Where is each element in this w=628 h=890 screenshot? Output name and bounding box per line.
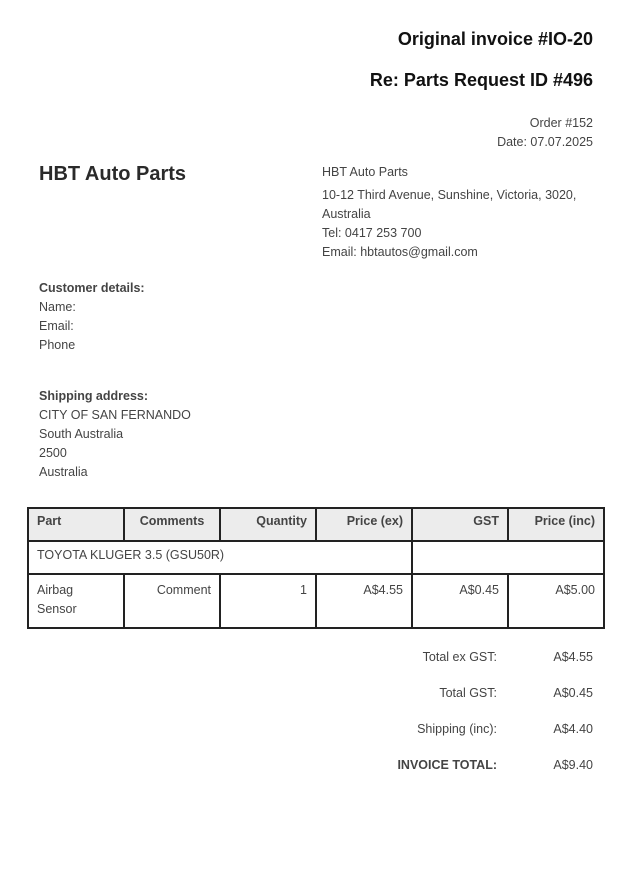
cell-price-ex: A$4.55 [316,574,412,628]
customer-email-label: Email: [39,319,74,333]
total-gst-value: A$0.45 [553,686,593,700]
shipping-value: A$4.40 [553,722,593,736]
invoice-total-value: A$9.40 [553,758,593,772]
order-meta [497,114,593,152]
invoice-date: Date: 07.07.2025 [497,135,593,149]
table-row [28,574,604,628]
customer-details [39,279,145,355]
vehicle-row [28,541,604,574]
company-address: 10-12 Third Avenue, Sunshine, Victoria, 3020, Australia [322,188,577,221]
items-table [27,507,605,629]
column-header-part: Part [28,508,124,541]
invoice-total-row [337,758,593,794]
cell-part: Airbag Sensor [28,574,124,628]
shipping-address [39,387,191,482]
column-header-quantity: Quantity [220,508,316,541]
cell-comments: Comment [124,574,220,628]
table-header-row [28,508,604,541]
vehicle-name: TOYOTA KLUGER 3.5 (GSU50R) [28,541,412,574]
total-ex-gst-row [337,650,593,686]
order-number: Order #152 [529,116,593,130]
customer-phone-label: Phone [39,338,76,352]
customer-name-label: Name: [39,300,76,314]
total-gst-label: Total GST: [439,686,497,700]
company-email: Email: hbtautos@gmail.com [322,245,478,259]
shipping-label: Shipping (inc): [417,722,497,736]
column-header-price-ex: Price (ex) [316,508,412,541]
cell-gst: A$0.45 [412,574,508,628]
request-title: Re: Parts Request ID #496 [369,70,593,90]
shipping-line: 2500 [39,446,67,460]
customer-heading: Customer details: [39,281,145,295]
invoice-title: Original invoice #IO-20 [397,29,593,49]
shipping-heading: Shipping address: [39,389,149,403]
company-info [322,163,602,262]
cell-quantity: 1 [220,574,316,628]
column-header-comments: Comments [124,508,220,541]
column-header-price-inc: Price (inc) [508,508,604,541]
company-name: HBT Auto Parts [322,165,408,179]
shipping-row [337,722,593,758]
company-name-heading: HBT Auto Parts [39,163,187,185]
cell-price-inc: A$5.00 [508,574,604,628]
invoice-total-label: INVOICE TOTAL: [397,758,497,772]
total-ex-gst-label: Total ex GST: [422,650,497,664]
shipping-line: Australia [39,465,88,479]
company-tel: Tel: 0417 253 700 [322,226,422,240]
totals [337,650,593,794]
column-header-gst: GST [412,508,508,541]
total-ex-gst-value: A$4.55 [553,650,593,664]
vehicle-empty-cell [412,541,604,574]
total-gst-row [337,686,593,722]
shipping-line: CITY OF SAN FERNANDO [39,408,191,422]
shipping-line: South Australia [39,427,124,441]
